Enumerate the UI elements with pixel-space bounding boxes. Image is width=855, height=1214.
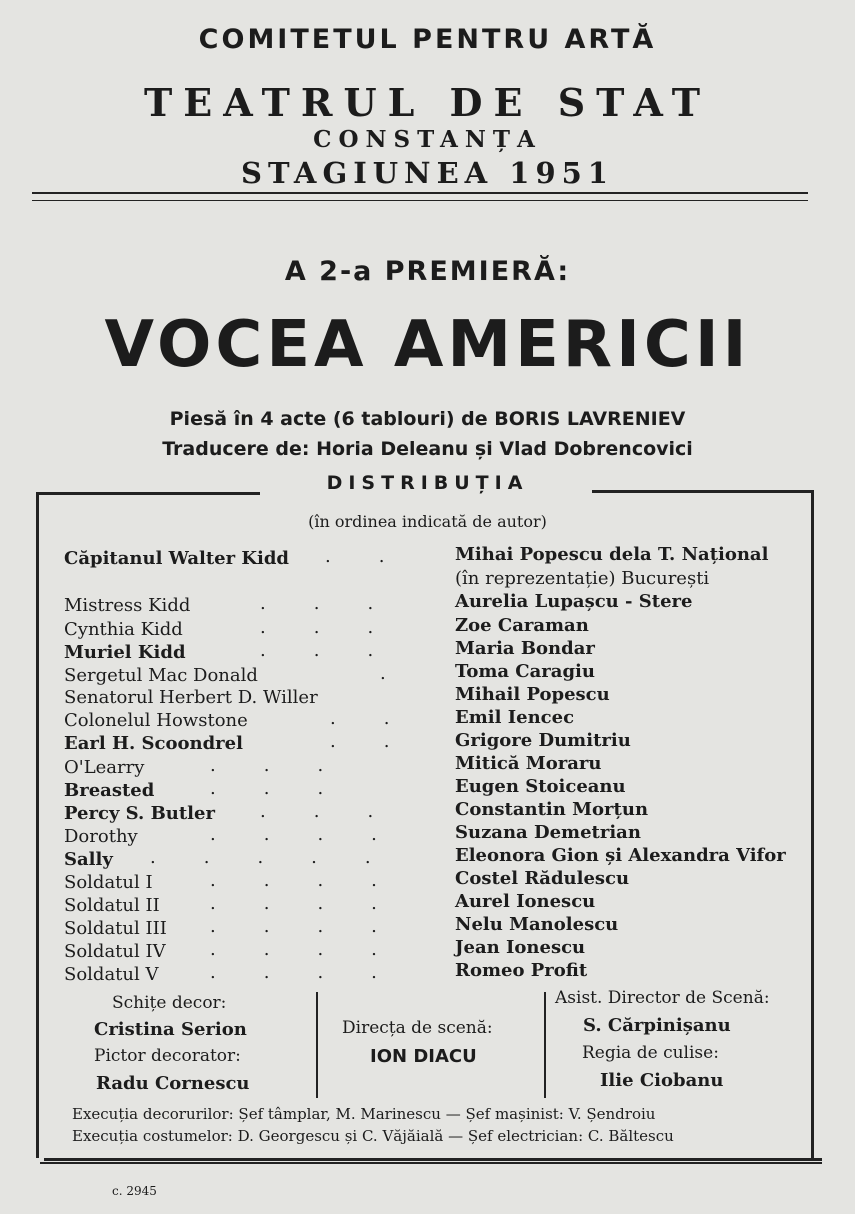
leader-dots: ... — [260, 593, 422, 614]
box-left-line — [36, 492, 39, 1158]
cast-actor: Emil Iencec — [455, 707, 575, 728]
play-title: VOCEA AMERICII — [104, 308, 751, 382]
header-divider-top — [32, 192, 808, 194]
pictor-name: Radu Cornescu — [96, 1073, 250, 1094]
print-code: c. 2945 — [112, 1184, 157, 1198]
credits-divider-left — [316, 992, 318, 1098]
cast-heading: DISTRIBUȚIA — [326, 472, 529, 494]
leader-dots: ... — [260, 801, 422, 822]
cast-actor: Eleonora Gion și Alexandra Vifor — [455, 845, 786, 866]
cast-role: Muriel Kidd — [64, 642, 186, 663]
leader-dots: .... — [210, 939, 425, 960]
regia-name: Ilie Ciobanu — [600, 1070, 724, 1091]
leader-dots: .... — [210, 916, 425, 937]
regia-label: Regia de culise: — [582, 1043, 719, 1063]
cast-actor: Toma Caragiu — [455, 661, 595, 682]
leader-dots: ... — [210, 755, 372, 776]
leader-dots: .... — [210, 824, 425, 845]
cast-actor: Nelu Manolescu — [455, 914, 619, 935]
execution-costume-line: Execuția costumelor: D. Georgescu și C. Văjăială — Șef electrician: C. Băltescu — [72, 1127, 674, 1145]
cast-actor: Constantin Morțun — [455, 799, 649, 820]
asist-label: Asist. Director de Scenă: — [555, 988, 770, 1008]
box-right-line — [811, 490, 814, 1158]
cast-role: Soldatul III — [64, 918, 167, 939]
cast-actor: Grigore Dumitriu — [455, 730, 631, 751]
cast-role: Soldatul I — [64, 872, 153, 893]
cast-role: Soldatul V — [64, 964, 159, 985]
directia-label: Direcța de scenă: — [342, 1018, 493, 1038]
cast-role: Mistress Kidd — [64, 595, 191, 616]
cast-role: Percy S. Butler — [64, 803, 215, 824]
cast-actor: Mitică Moraru — [455, 753, 602, 774]
cast-role: Dorothy — [64, 826, 138, 847]
cast-role: Breasted — [64, 780, 155, 801]
credits-divider-right — [544, 992, 546, 1098]
leader-dots: . — [380, 663, 434, 684]
cast-actor: Aurelia Lupașcu - Stere — [455, 591, 693, 612]
asist-name: S. Cărpinișanu — [583, 1015, 731, 1036]
schite-label: Schițe decor: — [112, 993, 227, 1013]
cast-role: Cynthia Kidd — [64, 619, 183, 640]
season-line: STAGIUNEA 1951 — [241, 156, 614, 190]
leader-dots: ... — [210, 778, 372, 799]
leader-dots: .. — [325, 546, 433, 567]
cast-role: O'Learry — [64, 757, 145, 778]
cast-actor: Romeo Profit — [455, 960, 588, 981]
leader-dots: .... — [210, 870, 425, 891]
leader-dots: .. — [330, 731, 438, 752]
cast-actor: Zoe Caraman — [455, 615, 589, 636]
box-bottom-line — [44, 1158, 822, 1161]
leader-dots: .. — [330, 708, 438, 729]
cast-role: Earl H. Scoondrel — [64, 733, 243, 754]
cast-role: Sergetul Mac Donald — [64, 665, 258, 686]
cast-order-note: (în ordinea indicată de autor) — [308, 512, 547, 531]
premiere-heading: A 2-a PREMIERĂ: — [284, 256, 571, 287]
header-divider-bottom — [32, 200, 808, 201]
director-name: ION DIACU — [370, 1046, 477, 1067]
leader-dots: ... — [260, 640, 422, 661]
cast-actor-note: (în reprezentație) București — [455, 568, 710, 589]
cast-actor: Costel Rădulescu — [455, 868, 630, 889]
box-top-right-line — [592, 490, 814, 493]
execution-decor-line: Execuția decorurilor: Șef tâmplar, M. Marinescu — Șef mașinist: V. Șendroiu — [72, 1105, 656, 1123]
cast-actor: Suzana Demetrian — [455, 822, 641, 843]
city-name: CONSTANȚA — [313, 126, 542, 153]
cast-actor: Jean Ionescu — [455, 937, 586, 958]
cast-role: Căpitanul Walter Kidd — [64, 548, 289, 569]
leader-dots: .... — [210, 962, 425, 983]
cast-role: Sally — [64, 849, 113, 870]
cast-actor: Eugen Stoiceanu — [455, 776, 626, 797]
cast-actor: Mihail Popescu — [455, 684, 610, 705]
theatre-name: TEATRUL DE STAT — [143, 80, 712, 125]
cast-role: Soldatul IV — [64, 941, 166, 962]
leader-dots: ..... — [150, 847, 419, 868]
pictor-label: Pictor decorator: — [94, 1046, 241, 1066]
cast-actor: Mihai Popescu dela T. Național — [455, 544, 769, 565]
cast-role: Soldatul II — [64, 895, 160, 916]
cast-actor: Maria Bondar — [455, 638, 595, 659]
leader-dots: ... — [260, 617, 422, 638]
translation-line: Traducere de: Horia Deleanu și Vlad Dobrencovici — [162, 438, 693, 460]
play-subtitle: Piesă în 4 acte (6 tablouri) de BORIS LAVRENIEV — [169, 408, 686, 430]
committee-heading: COMITETUL PENTRU ARTĂ — [198, 24, 657, 55]
leader-dots: .... — [210, 893, 425, 914]
schite-name: Cristina Serion — [94, 1019, 247, 1040]
cast-actor: Aurel Ionescu — [455, 891, 596, 912]
bottom-rule — [40, 1162, 822, 1164]
cast-role: Colonelul Howstone — [64, 710, 248, 731]
cast-role: Senatorul Herbert D. Willer — [64, 687, 318, 708]
box-top-left-line — [36, 492, 260, 495]
